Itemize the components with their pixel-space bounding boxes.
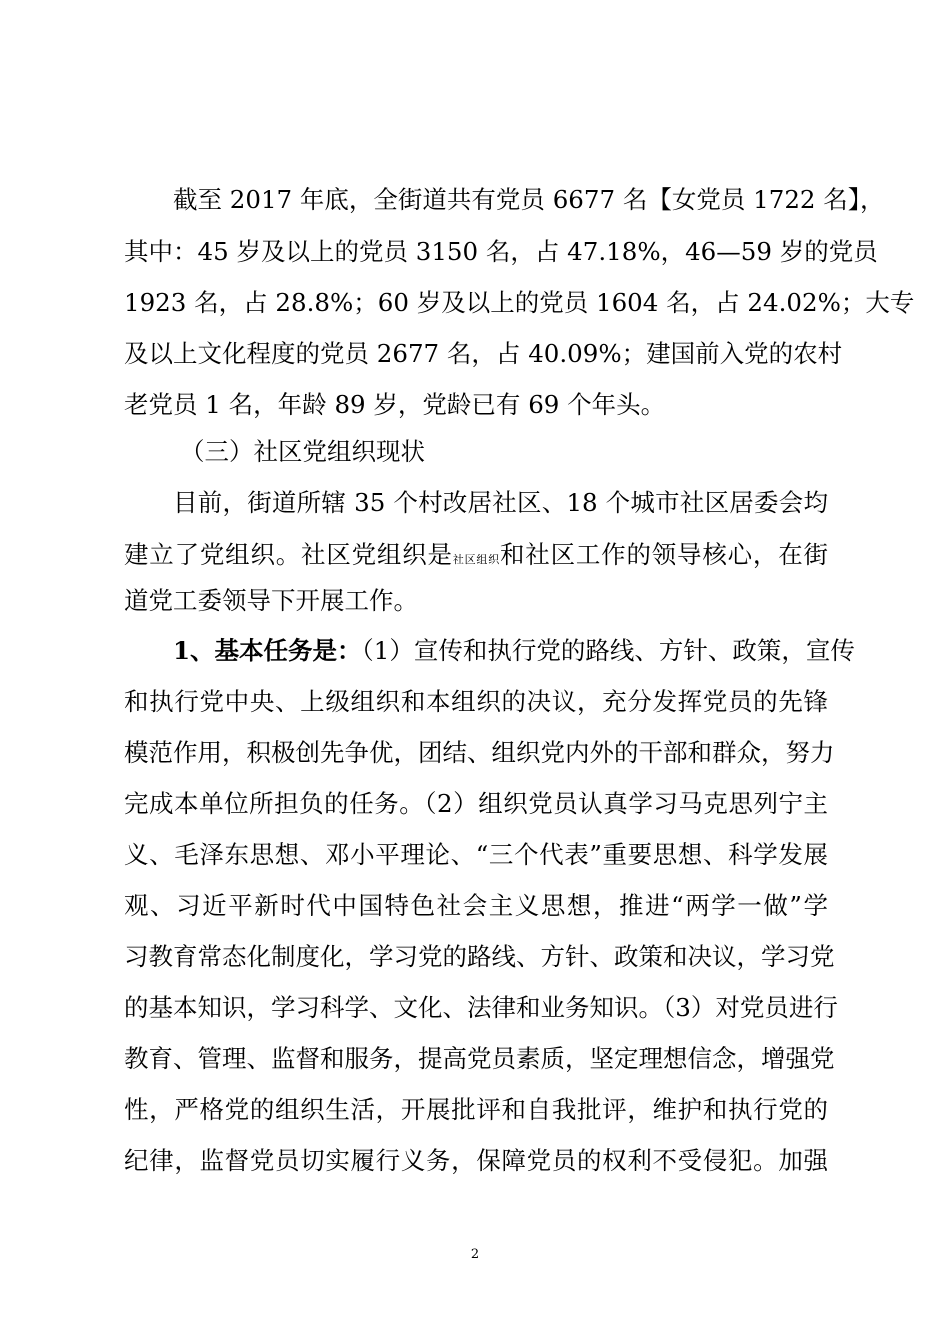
text-segment: 建立了党组织。社区党组织是 bbox=[124, 540, 453, 569]
paragraph-line: 截至 2017 年底，全街道共有党员 6677 名【女党员 1722 名】， bbox=[173, 185, 885, 214]
text-segment: 和社区工作的领导核心，在街 bbox=[500, 540, 829, 569]
paragraph-line: 1923 名，占 28.8%；60 岁及以上的党员 1604 名，占 24.02%；大专 bbox=[124, 288, 915, 317]
paragraph-line: 目前，街道所辖 35 个村改居社区、18 个城市社区居委会均 bbox=[173, 488, 828, 517]
paragraph-line: 及以上文化程度的党员 2677 名，占 40.09%；建国前入党的农村 bbox=[124, 339, 843, 368]
section-heading: （三）社区党组织现状 bbox=[180, 437, 425, 466]
small-inline-text: 社区组织 bbox=[452, 553, 500, 566]
paragraph-line: 性，严格党的组织生活，开展批评和自我批评，维护和执行党的 bbox=[124, 1095, 828, 1124]
paragraph-line: 道党工委领导下开展工作。 bbox=[124, 586, 418, 615]
paragraph-line bbox=[173, 631, 855, 671]
paragraph-line: 模范作用，积极创先争优，团结、组织党内外的干部和群众，努力 bbox=[124, 738, 835, 767]
paragraph-line: 教育、管理、监督和服务，提高党员素质，坚定理想信念，增强党 bbox=[124, 1044, 835, 1073]
bold-label: 1、基本任务是： bbox=[173, 636, 362, 665]
page-number: 2 bbox=[470, 1247, 480, 1262]
paragraph-line: 老党员 1 名，年龄 89 岁，党龄已有 69 个年头。 bbox=[124, 390, 666, 419]
text-segment: （1）宣传和执行党的路线、方针、政策，宣传 bbox=[361, 636, 855, 665]
paragraph-line: 纪律，监督党员切实履行义务，保障党员的权利不受侵犯。加强 bbox=[124, 1146, 828, 1175]
paragraph-line: 观、习近平新时代中国特色社会主义思想，推进“两学一做”学 bbox=[124, 891, 828, 920]
paragraph-line: 其中：45 岁及以上的党员 3150 名，占 47.18%，46—59 岁的党员 bbox=[124, 237, 878, 266]
paragraph-line: 义、毛泽东思想、邓小平理论、“三个代表”重要思想、科学发展 bbox=[124, 840, 828, 869]
paragraph-line: 完成本单位所担负的任务。（2）组织党员认真学习马克思列宁主 bbox=[124, 789, 828, 818]
paragraph-line: 的基本知识，学习科学、文化、法律和业务知识。（3）对党员进行 bbox=[124, 993, 838, 1022]
paragraph-line: 习教育常态化制度化，学习党的路线、方针、政策和决议，学习党 bbox=[124, 942, 835, 971]
paragraph-line: 和执行党中央、上级组织和本组织的决议，充分发挥党员的先锋 bbox=[124, 687, 828, 716]
paragraph-line bbox=[124, 535, 828, 575]
